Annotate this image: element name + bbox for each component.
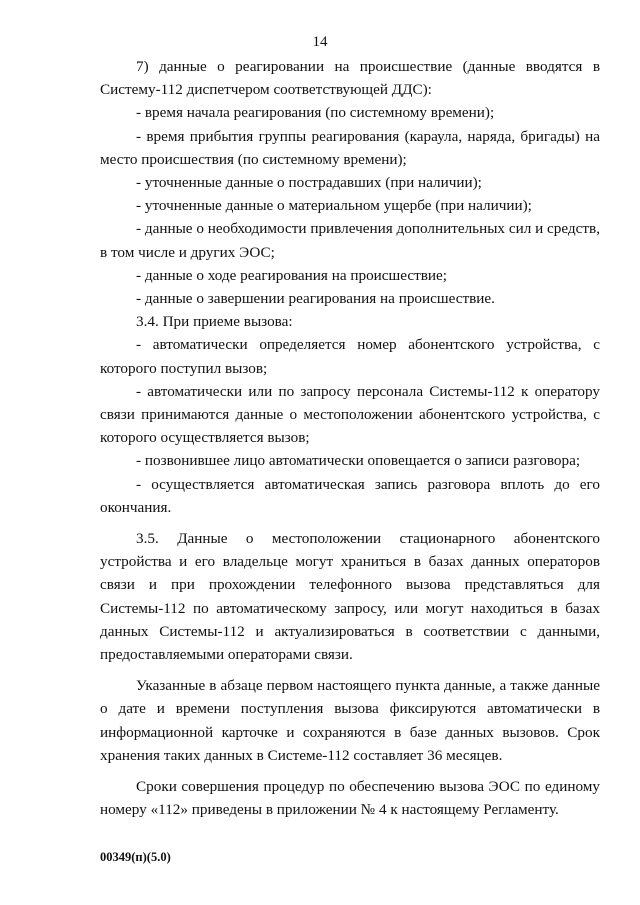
paragraph: - осуществляется автоматическая запись разговора вплоть до его окончания. bbox=[100, 475, 600, 516]
paragraph: - позвонившее лицо автоматически оповещается о записи разговора; bbox=[136, 452, 581, 470]
page-number: 14 bbox=[312, 34, 328, 50]
paragraph: - данные о ходе реагирования на происшествие; bbox=[136, 266, 448, 284]
paragraph: - данные о необходимости привлечения дополнительных сил и средств, в том числе и других ЭОС; bbox=[100, 220, 600, 261]
paragraph: - уточненные данные о материальном ущербе (при наличии); bbox=[136, 197, 532, 215]
document-code: 00349(п)(5.0) bbox=[100, 850, 171, 864]
document-body bbox=[100, 55, 600, 822]
paragraph: 3.5. Данные о местоположении стационарного абонентского устройства и его владельце могут храниться в базах данных операторов связи и при прохождении телефонного вызова представляться для Системы-112 по автоматическому запросу, или могут находиться в базах данных Системы-112 и актуализироваться в соответствии с данными, предоставляемыми операторами связи. bbox=[100, 530, 600, 664]
paragraph: - время прибытия группы реагирования (караула, наряда, бригады) на место происшествия (по системному времени); bbox=[100, 127, 600, 168]
paragraph: - уточненные данные о пострадавших (при наличии); bbox=[136, 174, 482, 192]
paragraph: Указанные в абзаце первом настоящего пункта данные, а также данные о дате и времени поступления вызова фиксируются автоматически в информационной карточке и сохраняются в базе данных вызовов. Срок хранения таких данных в Системе-112 составляет 36 месяцев. bbox=[100, 677, 600, 764]
paragraph: 3.4. При приеме вызова: bbox=[136, 313, 293, 331]
paragraph: - время начала реагирования (по системному времени); bbox=[136, 104, 495, 122]
paragraph: - автоматически определяется номер абонентского устройства, с которого поступил вызов; bbox=[100, 336, 600, 377]
paragraph: 7) данные о реагировании на происшествие (данные вводятся в Систему-112 диспетчером соответствующей ДДС): bbox=[100, 58, 600, 99]
paragraph: - данные о завершении реагирования на происшествие. bbox=[136, 290, 495, 308]
paragraph: Сроки совершения процедур по обеспечению вызова ЭОС по единому номеру «112» приведены в приложении № 4 к настоящему Регламенту. bbox=[100, 778, 600, 819]
paragraph: - автоматически или по запросу персонала Системы-112 к оператору связи принимаются данные о местоположении абонентского устройства, с которого осуществляется вызов; bbox=[100, 382, 600, 447]
